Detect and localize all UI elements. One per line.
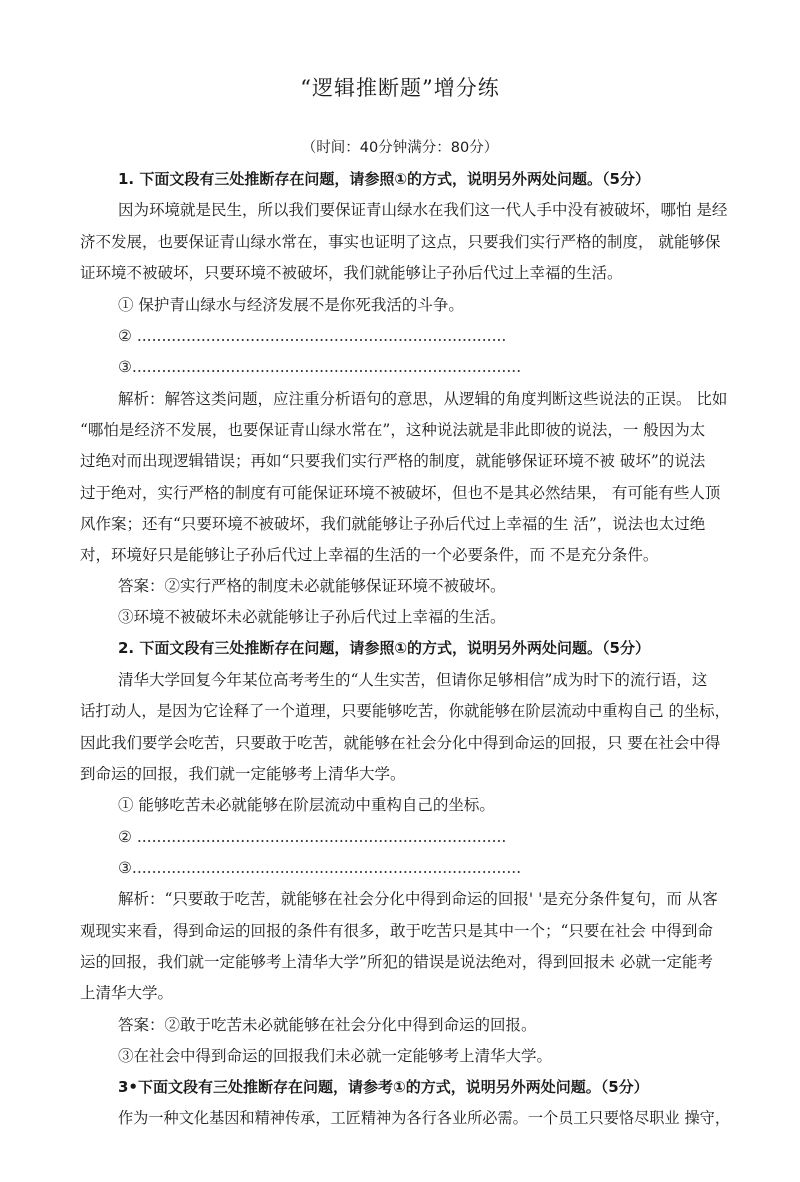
question-2-heading: 2. 下面文段有三处推断存在问题，请参照①的方式，说明另外两处问题。（5分） bbox=[118, 639, 650, 657]
question-1-explanation-line: 风作案；还有“只要环境不被破坏，我们就能够让子孙后代过上幸福的生 活”，说法也太过绝 bbox=[80, 515, 706, 533]
question-1-explanation-line: 解析：解答这类问题，应注重分析语句的意思，从逻辑的角度判断这些说法的正误。 比如 bbox=[118, 390, 728, 408]
question-1-heading: 1. 下面文段有三处推断存在问题，请参照①的方式，说明另外两处问题。（5分） bbox=[118, 170, 650, 188]
question-3-passage-line: 作为一种文化基因和精神传承，工匠精神为各行各业所必需。一个员工只要恪尽职业 操守， bbox=[118, 1109, 731, 1127]
question-1-explanation-line: “哪怕是经济不发展，也要保证青山绿水常在”，这种说法就是非此即彼的说法，一 般因为太 bbox=[80, 421, 706, 439]
question-2-answer-2-blank: ② ........................................................................... bbox=[118, 828, 507, 846]
question-1-answer-key: 答案：②实行严格的制度未必就能够保证环境不被破坏。 bbox=[118, 577, 506, 595]
question-1-explanation-line: 过于绝对，实行严格的制度有可能保证环境不被破坏，但也不是其必然结果， 有可能有些人顶 bbox=[80, 484, 721, 502]
page-title: “逻辑推断题”增分练 bbox=[300, 76, 500, 100]
question-2-answer-1: ① 能够吃苦未必就能够在阶层流动中重构自己的坐标。 bbox=[118, 796, 495, 814]
question-2-explanation-line: 观现实来看，得到命运的回报的条件有很多，敢于吃苦只是其中一个；“只要在社会 中得到命 bbox=[80, 922, 713, 940]
question-2-explanation-line: 解析：“只要敢于吃苦，就能够在社会分化中得到命运的回报' '是充分条件复句，而 从客 bbox=[118, 890, 718, 908]
question-1-answer-2-blank: ② ........................................................................... bbox=[118, 327, 507, 345]
question-3-heading: 3•下面文段有三处推断存在问题，请参考①的方式，说明另外两处问题。（5分） bbox=[118, 1078, 649, 1096]
question-1-answer-key: ③环境不被破坏未必就能够让子孙后代过上幸福的生活。 bbox=[118, 608, 506, 626]
question-2-explanation-line: 运的回报，我们就一定能够考上清华大学”所犯的错误是说法绝对，得到回报未 必就一定能考 bbox=[80, 953, 713, 971]
question-2-answer-key: 答案：②敢于吃苦未必就能够在社会分化中得到命运的回报。 bbox=[118, 1016, 537, 1034]
question-1-passage-line: 证环境不被破坏，只要环境不被破坏，我们就能够让子孙后代过上幸福的生活。 bbox=[80, 264, 623, 282]
time-score-note: （时间：40分钟满分：80分） bbox=[301, 140, 499, 156]
question-2-passage-line: 因此我们要学会吃苦，只要敢于吃苦，就能够在社会分化中得到命运的回报，只 要在社会中得 bbox=[80, 734, 721, 752]
question-1-answer-1: ① 保护青山绿水与经济发展不是你死我活的斗争。 bbox=[118, 296, 464, 314]
question-2-passage-line: 话打动人，是因为它诠释了一个道理，只要能够吃苦，你就能够在阶层流动中重构自己 的坐标， bbox=[80, 702, 730, 720]
question-1-passage-line: 济不发展，也要保证青山绿水常在，事实也证明了这点，只要我们实行严格的制度， 就能够保 bbox=[80, 233, 721, 251]
question-2-passage-line: 清华大学回复今年某位高考考生的“人生实苦，但请你足够相信”成为时下的流行语，这 bbox=[118, 671, 708, 689]
question-2-answer-key: ③在社会中得到命运的回报我们未必就一定能够考上清华大学。 bbox=[118, 1047, 553, 1065]
question-1-answer-3-blank: ③............................................................................... bbox=[118, 358, 522, 376]
question-1-passage-line: 因为环境就是民生，所以我们要保证青山绿水在我们这一代人手中没有被破坏，哪怕 是经 bbox=[118, 201, 728, 219]
question-1-explanation-line: 过绝对而出现逻辑错误；再如“只要我们实行严格的制度，就能够保证环境不被 破坏”的说法 bbox=[80, 452, 706, 470]
question-2-passage-line: 到命运的回报，我们就一定能够考上清华大学。 bbox=[80, 765, 406, 783]
question-2-answer-3-blank: ③............................................................................... bbox=[118, 859, 522, 877]
question-1-explanation-line: 对，环境好只是能够让子孙后代过上幸福的生活的一个必要条件，而 不是充分条件。 bbox=[80, 546, 659, 564]
question-2-explanation-line: 上清华大学。 bbox=[80, 984, 174, 1002]
